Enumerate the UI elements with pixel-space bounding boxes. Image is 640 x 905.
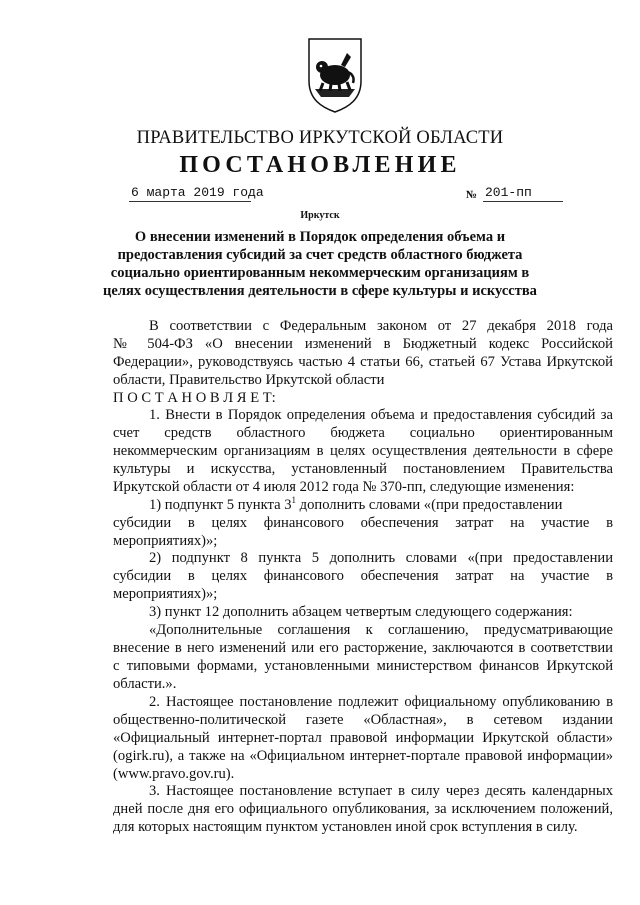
body-line: внесение в него изменений или его расторжение, заключаются в соответствии	[113, 640, 613, 656]
body-line: «Официальный интернет-портал правовой информации Иркутской области»	[113, 730, 613, 746]
body-line: 2) подпункт 8 пункта 5 дополнить словами «(при предоставлении	[149, 550, 613, 566]
body-line: 3. Настоящее постановление вступает в силу через десять календарных	[149, 783, 613, 799]
body-line: Федерации», руководствуясь частью 4 статьи 66, статьей 67 Устава Иркутской	[113, 354, 613, 370]
body-line: 2. Настоящее постановление подлежит официальному опубликованию в	[149, 694, 613, 710]
body-line: 1) подпункт 5 пункта $3^1$ дополнить словами «(при предоставлении	[149, 495, 563, 513]
body-line: некоммерческим организациям в целях осуществления деятельности в сфере	[113, 443, 613, 459]
body-line: субсидии в целях финансового обеспечения затрат на участие в	[113, 568, 613, 584]
body-line: общественно-политической газете «Областная», в сетевом издании	[113, 712, 613, 728]
body-line: мероприятиях)»;	[113, 586, 218, 602]
body-line: субсидии в целях финансового обеспечения затрат на участие в	[113, 515, 613, 531]
body-line: (www.pravo.gov.ru).	[113, 766, 235, 782]
body-line: области, Правительство Иркутской области	[113, 372, 385, 388]
body-line: Иркутской области от 4 июля 2012 года № 370-пп, следующие изменения:	[113, 479, 575, 495]
document-type: ПОСТАНОВЛЕНИЕ	[179, 152, 461, 178]
superscript: 1	[291, 495, 296, 505]
irkutsk-coat-of-arms-icon	[305, 37, 365, 113]
number-sign: №	[466, 189, 478, 201]
government-name: ПРАВИТЕЛЬСТВО ИРКУТСКОЙ ОБЛАСТИ	[136, 128, 504, 148]
number-underline	[483, 201, 563, 202]
body-line: 3) пункт 12 дополнить абзацем четвертым следующего содержания:	[149, 604, 573, 620]
document-title: О внесении изменений в Порядок определения объема и предоставления субсидий за счет средств областного бюджета социально ориентированным некоммерческим организациям в целях осуществления деятельности в сфере культуры и искусства	[103, 229, 537, 299]
body-line: (ogirk.ru), а также на «Официальном интернет-портале правовой информации»	[113, 748, 613, 764]
body-line: дней после дня его официального опубликования, за исключением положений,	[113, 801, 613, 817]
body-line: культуры и искусства, установленный постановлением Правительства	[113, 461, 613, 477]
body-line: счет средств областного бюджета социально ориентированным	[113, 425, 613, 441]
city: Иркутск	[300, 210, 340, 221]
body-line: «Дополнительные соглашения к соглашению, предусматривающие	[149, 622, 613, 638]
body-line: для которых настоящим пунктом установлен иной срок вступления в силу.	[113, 819, 578, 835]
document-number: 201-пп	[485, 185, 532, 200]
body-line: В соответствии с Федеральным законом от 27 декабря 2018 года	[149, 318, 613, 334]
document-date: 6 марта 2019 года	[131, 185, 264, 200]
body-line: № 504-ФЗ «О внесении изменений в Бюджетный кодекс Российской	[113, 336, 613, 352]
decrees-word: П О С Т А Н О В Л Я Е Т:	[113, 390, 276, 406]
date-underline	[129, 201, 251, 202]
body-line: 1. Внести в Порядок определения объема и предоставления субсидий за	[149, 407, 613, 423]
body-line: мероприятиях)»;	[113, 533, 218, 549]
body-line: с типовыми формами, установленными министерством финансов Иркутской	[113, 658, 613, 674]
body-line: области.».	[113, 676, 177, 692]
